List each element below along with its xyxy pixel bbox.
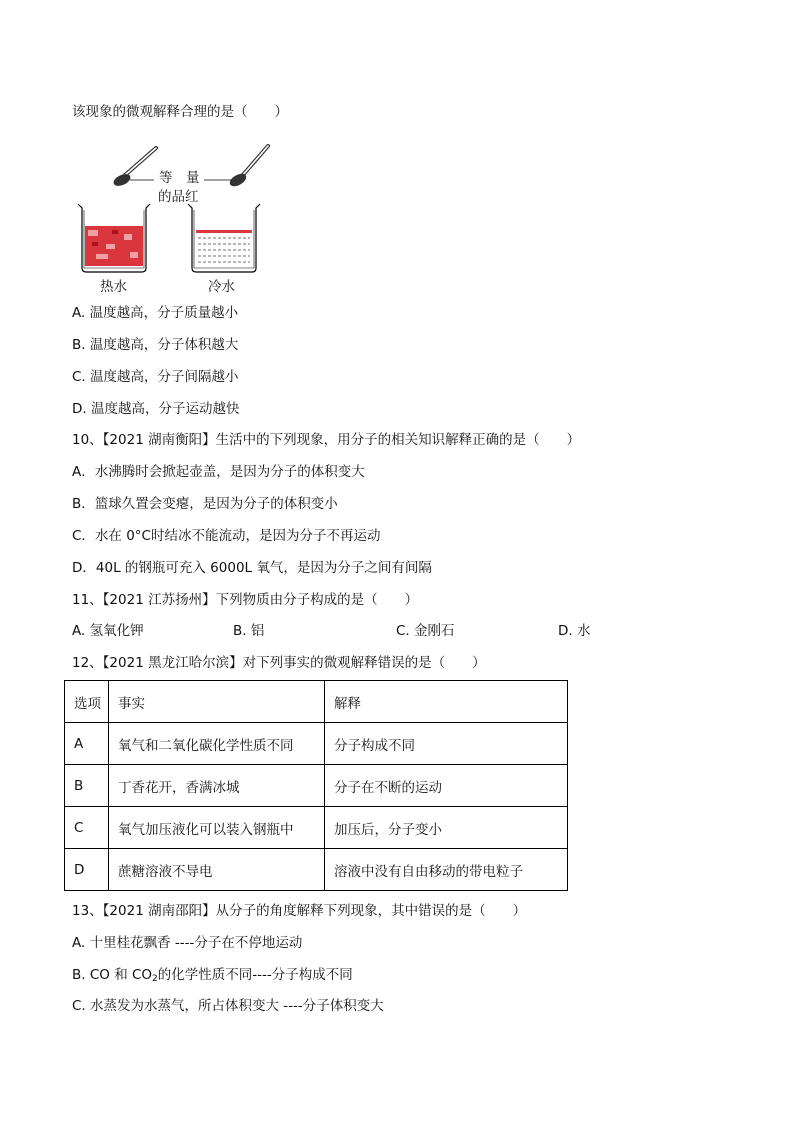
label-hot-water: 热水: [100, 279, 127, 295]
q11-option-b: B. 铝: [233, 623, 265, 639]
q11-option-d: D. 水: [558, 623, 591, 639]
table-cell-explanation: 加压后，分子变小: [325, 807, 568, 849]
q10-stem: 10、【2021 湖南衡阳】生活中的下列现象，用分子的相关知识解释正确的是（ ）: [72, 432, 581, 448]
q13-option-b: [72, 966, 353, 984]
q13-option-a: A. 十里桂花飘香 ----分子在不停地运动: [72, 935, 303, 951]
q10-option-d: D．40L 的钢瓶可充入 6000L 氧气，是因为分子之间有间隔: [72, 560, 432, 576]
caption-magenta: 的品红: [158, 189, 199, 205]
spoon-right-icon: [228, 146, 268, 189]
q13-option-c: C. 水蒸发为水蒸气，所占体积变大 ----分子体积变大: [72, 998, 384, 1014]
table-cell-explanation: 溶液中没有自由移动的带电粒子: [325, 849, 568, 891]
q9-option-a: A. 温度越高，分子质量越小: [72, 305, 239, 321]
table-header-row: [65, 681, 568, 723]
q13-option-b-sub: 2: [152, 974, 158, 984]
hot-water-beaker: [78, 204, 150, 272]
table-cell-fact: 蔗糖溶液不导电: [109, 849, 325, 891]
q10-option-b: B．篮球久置会变瘪，是因为分子的体积变小: [72, 496, 338, 512]
q9-option-b: B. 温度越高，分子体积越大: [72, 337, 239, 353]
table-cell-fact: 氧气和二氧化碳化学性质不同: [109, 723, 325, 765]
table-header-option: 选项: [65, 681, 109, 723]
experiment-figure: [72, 140, 312, 300]
table-cell-option: C: [65, 807, 109, 849]
q12-table: [64, 680, 568, 891]
table-row: [65, 807, 568, 849]
table-header-fact: 事实: [109, 681, 325, 723]
q10-option-a: A．水沸腾时会掀起壶盖，是因为分子的体积变大: [72, 464, 365, 480]
table-row: [65, 765, 568, 807]
table-row: [65, 723, 568, 765]
q11-option-c: C. 金刚石: [396, 623, 455, 639]
q13-option-b-post: 的化学性质不同----分子构成不同: [157, 967, 353, 983]
spoon-left-icon: [112, 148, 156, 188]
table-cell-option: B: [65, 765, 109, 807]
table-cell-fact: 丁香花开，香满冰城: [109, 765, 325, 807]
q9-option-c: C. 温度越高，分子间隔越小: [72, 369, 239, 385]
table-cell-explanation: 分子在不断的运动: [325, 765, 568, 807]
table-row: [65, 849, 568, 891]
q10-option-c: C．水在 0°C时结冰不能流动，是因为分子不再运动: [72, 528, 381, 544]
q11-stem: 11、【2021 江苏扬州】下列物质由分子构成的是（ ）: [72, 592, 419, 608]
label-cold-water: 冷水: [208, 279, 235, 295]
q9-option-d: D. 温度越高，分子运动越快: [72, 401, 240, 417]
caption-equal-amount: 等 量: [159, 170, 200, 186]
q11-options: [72, 622, 612, 640]
table-cell-option: A: [65, 723, 109, 765]
table-header-explanation: 解释: [325, 681, 568, 723]
table-cell-option: D: [65, 849, 109, 891]
q12-stem: 12、【2021 黑龙江哈尔滨】对下列事实的微观解释错误的是（ ）: [72, 655, 486, 671]
q11-option-a: A. 氢氧化钾: [72, 623, 144, 639]
table-cell-explanation: 分子构成不同: [325, 723, 568, 765]
cold-water-beaker: [188, 204, 260, 272]
q13-stem: 13、【2021 湖南邵阳】从分子的角度解释下列现象，其中错误的是（ ）: [72, 903, 527, 919]
q13-option-b-pre: B. CO 和 CO: [72, 967, 153, 983]
question-intro: 该现象的微观解释合理的是（ ）: [72, 104, 288, 120]
table-cell-fact: 氧气加压液化可以装入钢瓶中: [109, 807, 325, 849]
